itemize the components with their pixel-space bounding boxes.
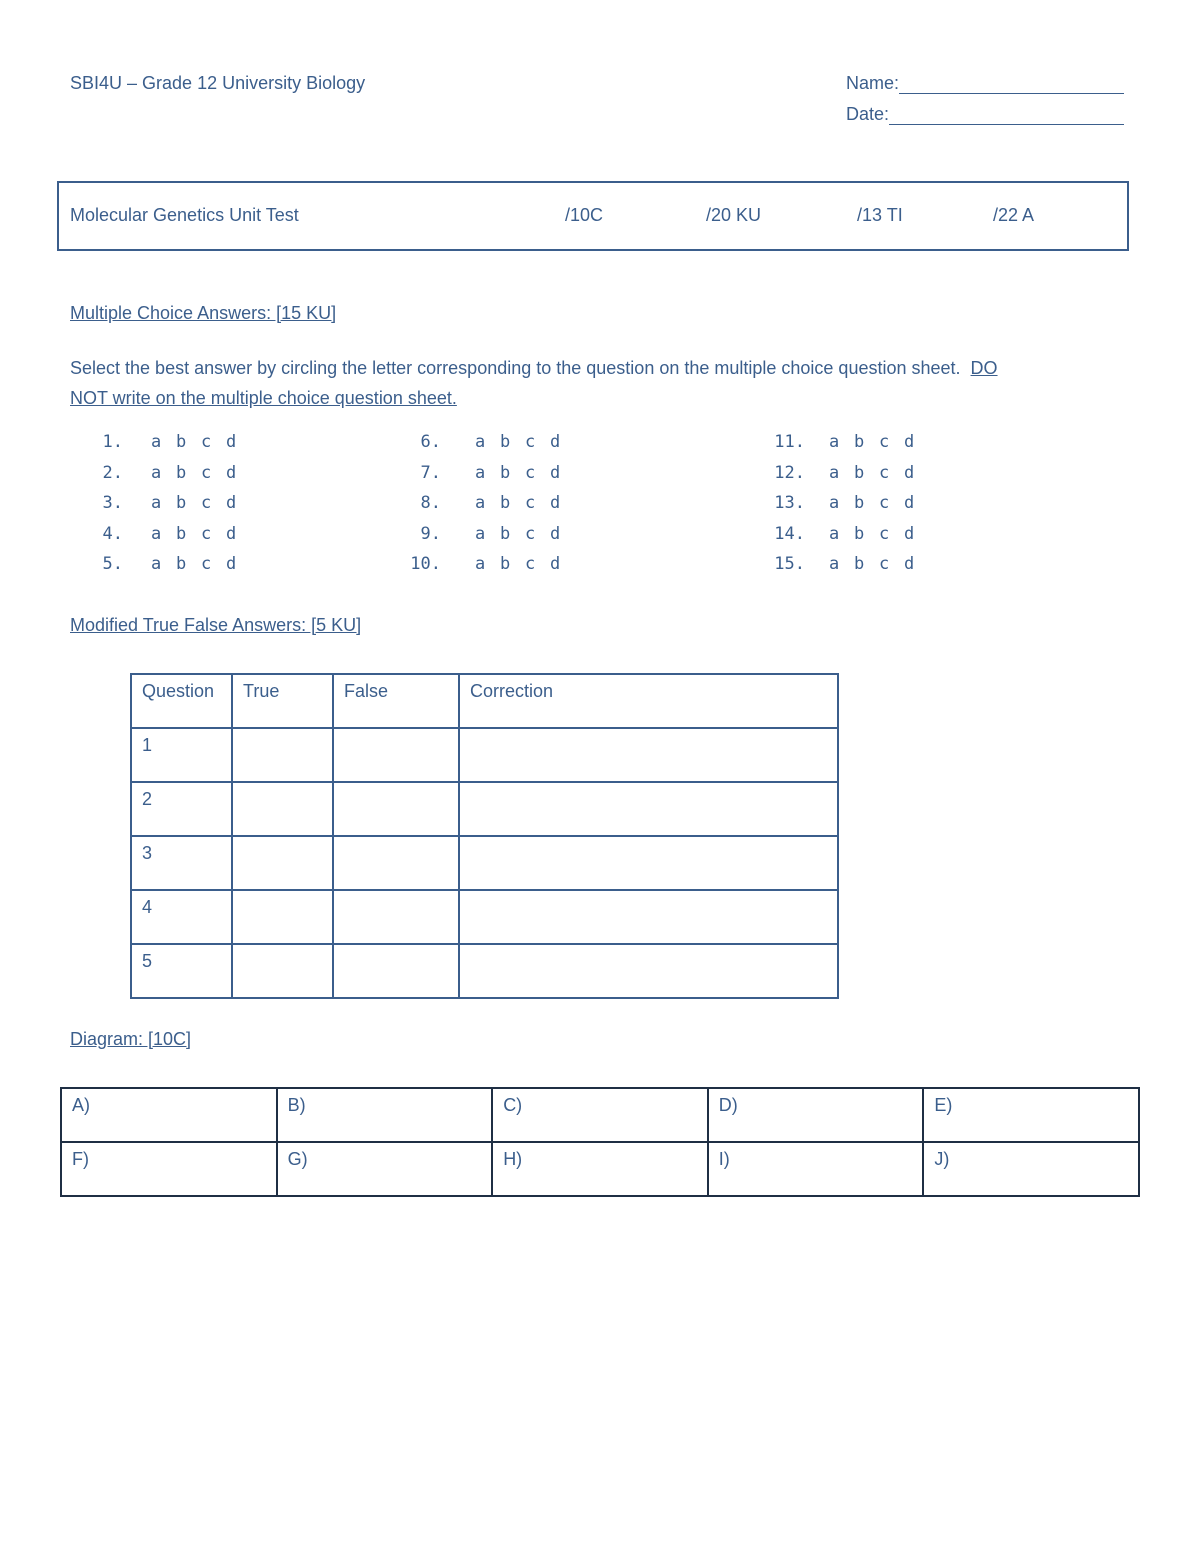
diagram-heading: Diagram: [10C] [70, 1029, 192, 1049]
mc-option-d[interactable]: d [904, 493, 915, 513]
mc-options [475, 463, 575, 483]
mc-option-d[interactable]: d [550, 523, 561, 544]
mc-options [829, 524, 929, 544]
tf-true-cell[interactable] [232, 782, 333, 836]
mc-option-c[interactable]: c [201, 523, 212, 544]
mc-options [151, 463, 251, 483]
mc-question-number: 5. [102, 554, 123, 574]
mc-option-d[interactable]: d [226, 462, 237, 483]
tf-question-number: 4 [131, 890, 232, 944]
table-row [131, 782, 838, 836]
mc-question-number: 1. [102, 432, 123, 452]
mc-option-c[interactable]: c [201, 554, 212, 574]
mc-option-d[interactable]: d [550, 462, 561, 483]
tf-question-number: 3 [131, 836, 232, 890]
table-row [61, 1088, 1139, 1142]
tf-header-row [131, 674, 838, 728]
test-title-box [57, 181, 1129, 251]
tf-correction-cell[interactable] [459, 728, 838, 782]
mc-question-number: 15. [774, 554, 805, 574]
mc-options [475, 493, 575, 513]
table-row [61, 1142, 1139, 1196]
mc-option-a[interactable]: a [829, 554, 840, 574]
mc-option-a[interactable]: a [829, 432, 840, 452]
mc-option-d[interactable]: d [226, 523, 237, 544]
mc-question-number: 2. [102, 462, 123, 483]
diagram-cell-j[interactable]: J) [923, 1142, 1139, 1196]
course-title: SBI4U – Grade 12 University Biology [70, 73, 366, 93]
mc-instructions-text: Select the best answer by circling the letter corresponding to the question on the multiple choice question sheet. [70, 358, 961, 378]
mc-option-a[interactable]: a [151, 462, 162, 483]
mc-option-b[interactable]: b [854, 493, 865, 513]
mc-option-b[interactable]: b [176, 462, 187, 483]
mc-instructions-emph-2: NOT write on the multiple choice question sheet. [70, 388, 457, 408]
mc-question-number: 3. [102, 493, 123, 513]
mc-question-number: 11. [774, 432, 805, 452]
diagram-cell-a[interactable]: A) [61, 1088, 277, 1142]
mc-option-a[interactable]: a [475, 432, 486, 452]
mc-options [829, 493, 929, 513]
diagram-cell-f[interactable]: F) [61, 1142, 277, 1196]
diagram-cell-e[interactable]: E) [923, 1088, 1139, 1142]
mc-option-b[interactable]: b [854, 554, 865, 574]
tf-true-cell[interactable] [232, 836, 333, 890]
mc-option-d[interactable]: d [550, 493, 561, 513]
table-row [131, 728, 838, 782]
mc-option-d[interactable]: d [550, 432, 561, 452]
tf-heading: Modified True False Answers: [5 KU] [70, 615, 362, 635]
tf-false-cell[interactable] [333, 728, 459, 782]
tf-question-number: 2 [131, 782, 232, 836]
mc-option-d[interactable]: d [550, 554, 561, 574]
mc-options [829, 432, 929, 452]
table-row [131, 890, 838, 944]
score-thinking: /13 TI [857, 205, 903, 225]
mc-option-c[interactable]: c [201, 432, 212, 452]
table-row [131, 944, 838, 998]
name-field[interactable] [846, 73, 1124, 94]
mc-options [151, 524, 251, 544]
mc-option-c[interactable]: c [879, 462, 890, 483]
mc-option-c[interactable]: c [525, 554, 536, 574]
mc-option-d[interactable]: d [226, 554, 237, 574]
mc-option-d[interactable]: d [904, 554, 915, 574]
mc-option-a[interactable]: a [829, 462, 840, 483]
mc-option-a[interactable]: a [151, 493, 162, 513]
mc-option-a[interactable]: a [475, 554, 486, 574]
mc-option-a[interactable]: a [151, 523, 162, 544]
mc-options [829, 463, 929, 483]
mc-option-b[interactable]: b [854, 432, 865, 452]
mc-option-c[interactable]: c [201, 493, 212, 513]
mc-option-d[interactable]: d [904, 432, 915, 452]
date-blank[interactable] [889, 104, 1124, 125]
tf-correction-cell[interactable] [459, 782, 838, 836]
mc-option-a[interactable]: a [475, 523, 486, 544]
mc-option-b[interactable]: b [854, 523, 865, 544]
mc-instructions [70, 353, 1115, 413]
mc-options [151, 432, 251, 452]
diagram-cell-i[interactable]: I) [708, 1142, 924, 1196]
mc-question-number: 4. [102, 523, 123, 544]
tf-correction-cell[interactable] [459, 944, 838, 998]
mc-option-a[interactable]: a [475, 493, 486, 513]
mc-option-b[interactable]: b [500, 432, 511, 452]
score-communication: /10C [565, 205, 604, 225]
mc-option-c[interactable]: c [525, 493, 536, 513]
table-row [131, 836, 838, 890]
tf-true-cell[interactable] [232, 728, 333, 782]
mc-option-b[interactable]: b [176, 432, 187, 452]
mc-option-d[interactable]: d [226, 493, 237, 513]
diagram-cell-g[interactable]: G) [277, 1142, 493, 1196]
mc-question-number: 8. [420, 493, 441, 513]
mc-instructions-emph-1: DO [970, 358, 998, 378]
name-label: Name: [846, 73, 900, 93]
diagram-cell-b[interactable]: B) [277, 1088, 493, 1142]
score-application: /22 A [993, 205, 1035, 225]
mc-option-c[interactable]: c [201, 462, 212, 483]
mc-options [475, 554, 575, 574]
mc-question-number: 12. [774, 462, 805, 483]
mc-options [829, 554, 929, 574]
test-title: Molecular Genetics Unit Test [70, 205, 299, 225]
tf-correction-cell[interactable] [459, 890, 838, 944]
mc-question-number: 9. [420, 523, 441, 544]
mc-question-number: 7. [420, 462, 441, 483]
mc-option-b[interactable]: b [500, 523, 511, 544]
mc-question-number: 10. [410, 554, 441, 574]
mc-option-c[interactable]: c [525, 462, 536, 483]
mc-option-c[interactable]: c [879, 523, 890, 544]
mc-question-number: 13. [774, 493, 805, 513]
mc-option-a[interactable]: a [151, 432, 162, 452]
tf-question-number: 1 [131, 728, 232, 782]
mc-options [475, 432, 575, 452]
mc-option-a[interactable]: a [151, 554, 162, 574]
diagram-table [60, 1087, 1140, 1197]
tf-false-cell[interactable] [333, 890, 459, 944]
mc-option-b[interactable]: b [854, 462, 865, 483]
date-field[interactable] [846, 104, 1124, 125]
tf-header-false: False [333, 674, 459, 728]
mc-options [151, 554, 251, 574]
mc-heading: Multiple Choice Answers: [15 KU] [70, 303, 337, 323]
mc-option-b[interactable]: b [500, 554, 511, 574]
mc-option-c[interactable]: c [879, 554, 890, 574]
mc-options [475, 524, 575, 544]
mc-option-a[interactable]: a [829, 493, 840, 513]
diagram-cell-c[interactable]: C) [492, 1088, 708, 1142]
mc-option-a[interactable]: a [475, 462, 486, 483]
mc-option-c[interactable]: c [879, 493, 890, 513]
mc-option-b[interactable]: b [176, 493, 187, 513]
tf-false-cell[interactable] [333, 944, 459, 998]
name-blank[interactable] [899, 73, 1124, 94]
tf-header-true: True [232, 674, 333, 728]
tf-header-question: Question [131, 674, 232, 728]
tf-true-cell[interactable] [232, 944, 333, 998]
mc-question-number: 6. [420, 432, 441, 452]
date-label: Date: [846, 104, 890, 124]
score-knowledge: /20 KU [706, 205, 762, 225]
mc-option-b[interactable]: b [176, 523, 187, 544]
tf-header-correction: Correction [459, 674, 838, 728]
mc-option-d[interactable]: d [904, 462, 915, 483]
mc-option-c[interactable]: c [525, 523, 536, 544]
mc-option-d[interactable]: d [226, 432, 237, 452]
mc-option-b[interactable]: b [500, 462, 511, 483]
mc-option-d[interactable]: d [904, 523, 915, 544]
tf-question-number: 5 [131, 944, 232, 998]
mc-options [151, 493, 251, 513]
diagram-cell-h[interactable]: H) [492, 1142, 708, 1196]
tf-correction-cell[interactable] [459, 836, 838, 890]
diagram-cell-d[interactable]: D) [708, 1088, 924, 1142]
mc-option-c[interactable]: c [879, 432, 890, 452]
mc-option-b[interactable]: b [500, 493, 511, 513]
mc-option-b[interactable]: b [176, 554, 187, 574]
tf-table [130, 673, 839, 999]
tf-false-cell[interactable] [333, 836, 459, 890]
tf-false-cell[interactable] [333, 782, 459, 836]
mc-question-number: 14. [774, 523, 805, 544]
mc-option-a[interactable]: a [829, 523, 840, 544]
tf-true-cell[interactable] [232, 890, 333, 944]
mc-option-c[interactable]: c [525, 432, 536, 452]
